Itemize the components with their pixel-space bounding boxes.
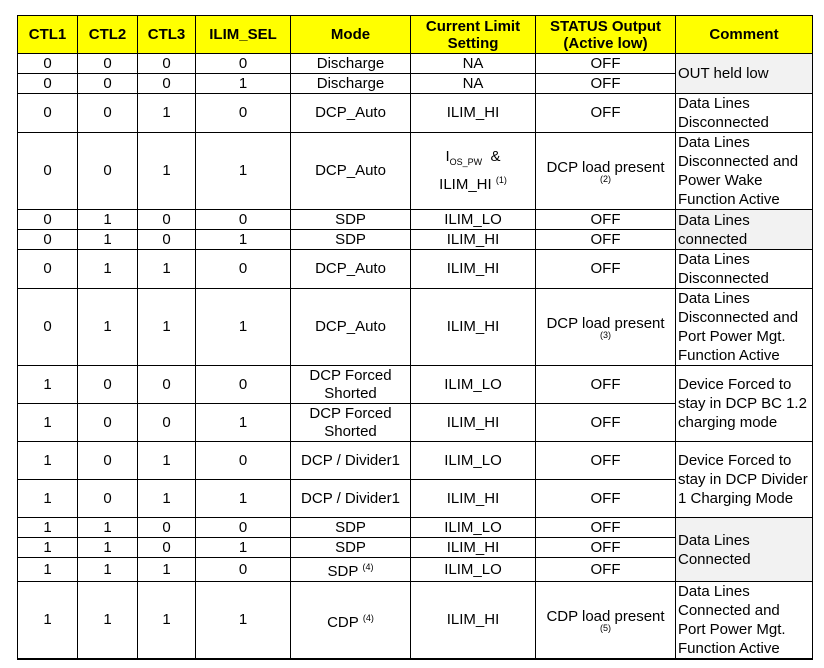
table-row (18, 366, 813, 404)
cell-comment: Data Lines Disconnected (676, 250, 813, 289)
cell-ctl3: 1 (138, 582, 196, 660)
cell-status: OFF (536, 250, 676, 289)
cell-comment: Data Lines Disconnected (676, 94, 813, 133)
cell-mode: SDP (291, 210, 411, 230)
cell-ctl1: 1 (18, 518, 78, 538)
cell-ctl2: 0 (78, 94, 138, 133)
cell-mode: SDP (291, 230, 411, 250)
cell-current-limit: ILIM_LO (411, 558, 536, 582)
cell-ctl3: 1 (138, 94, 196, 133)
cell-ctl3: 0 (138, 518, 196, 538)
limit-line2: ILIM_HI (439, 176, 492, 193)
cell-ctl2: 1 (78, 582, 138, 660)
cell-ctl2: 0 (78, 74, 138, 94)
cell-ctl1: 0 (18, 289, 78, 366)
cell-ctl1: 0 (18, 54, 78, 74)
table-row (18, 289, 813, 366)
cell-status: OFF (536, 230, 676, 250)
mode-note: (4) (362, 612, 374, 623)
status-note: (2) (600, 173, 611, 184)
cell-ctl3: 0 (138, 538, 196, 558)
cell-mode: DCP / Divider1 (291, 480, 411, 518)
cell-status: OFF (536, 54, 676, 74)
cell-mode: DCP Forced Shorted (291, 366, 411, 404)
cell-ctl2: 0 (78, 54, 138, 74)
cell-ctl1: 1 (18, 404, 78, 442)
cell-ctl2: 1 (78, 558, 138, 582)
cell-ilim-sel: 0 (196, 558, 291, 582)
cell-ilim-sel: 1 (196, 230, 291, 250)
cell-comment: Data Lines Connected and Port Power Mgt. Function Active (676, 582, 813, 660)
cell-ctl2: 0 (78, 442, 138, 480)
cell-ctl2: 1 (78, 289, 138, 366)
cell-ilim-sel: 1 (196, 404, 291, 442)
cell-mode: DCP Forced Shorted (291, 404, 411, 442)
cell-status: OFF (536, 74, 676, 94)
cell-mode (291, 582, 411, 660)
cell-current-limit: ILIM_LO (411, 442, 536, 480)
cell-ctl2: 0 (78, 404, 138, 442)
table-row (18, 210, 813, 230)
cell-comment: Device Forced to stay in DCP BC 1.2 charging mode (676, 366, 813, 442)
cell-ctl3: 1 (138, 289, 196, 366)
cell-ctl1: 1 (18, 558, 78, 582)
cell-current-limit: ILIM_HI (411, 480, 536, 518)
cell-current-limit: ILIM_HI (411, 289, 536, 366)
header-comment: Comment (676, 16, 813, 54)
header-row (18, 16, 813, 54)
cell-ctl3: 0 (138, 404, 196, 442)
cell-ctl2: 0 (78, 133, 138, 210)
table-row (18, 442, 813, 480)
cell-comment: Data Lines Connected (676, 518, 813, 582)
cell-mode: SDP (291, 538, 411, 558)
cell-status: OFF (536, 538, 676, 558)
cell-ctl1: 1 (18, 538, 78, 558)
cell-ctl1: 0 (18, 230, 78, 250)
cell-ctl1: 0 (18, 210, 78, 230)
cell-mode: Discharge (291, 54, 411, 74)
status-text: CDP load present (546, 607, 665, 625)
cell-status: OFF (536, 480, 676, 518)
limit-ampersand: & (490, 148, 501, 165)
cell-ctl3: 1 (138, 480, 196, 518)
table-row (18, 133, 813, 210)
cell-ilim-sel: 1 (196, 74, 291, 94)
header-ctl2: CTL2 (78, 16, 138, 54)
header-ilim-sel: ILIM_SEL (196, 16, 291, 54)
control-truth-table (17, 15, 813, 660)
cell-ilim-sel: 0 (196, 54, 291, 74)
cell-ctl2: 1 (78, 538, 138, 558)
cell-ilim-sel: 0 (196, 250, 291, 289)
header-current-limit: Current Limit Setting (411, 16, 536, 54)
cell-status (536, 582, 676, 660)
cell-current-limit: NA (411, 74, 536, 94)
cell-comment: Data Lines connected (676, 210, 813, 250)
limit-note: (1) (495, 175, 507, 185)
cell-ilim-sel: 0 (196, 442, 291, 480)
cell-ctl1: 0 (18, 133, 78, 210)
cell-status: OFF (536, 558, 676, 582)
cell-current-limit: ILIM_LO (411, 210, 536, 230)
cell-status: OFF (536, 404, 676, 442)
cell-ctl3: 0 (138, 210, 196, 230)
cell-mode: Discharge (291, 74, 411, 94)
cell-status: OFF (536, 442, 676, 480)
status-text: DCP load present (546, 158, 665, 176)
cell-current-limit: ILIM_HI (411, 582, 536, 660)
cell-comment: Data Lines Disconnected and Power Wake Function Active (676, 133, 813, 210)
cell-ctl3: 1 (138, 250, 196, 289)
cell-ilim-sel: 1 (196, 480, 291, 518)
cell-ctl3: 1 (138, 133, 196, 210)
cell-ctl1: 0 (18, 74, 78, 94)
cell-current-limit: ILIM_HI (411, 94, 536, 133)
header-mode: Mode (291, 16, 411, 54)
cell-ctl3: 0 (138, 74, 196, 94)
cell-ctl2: 1 (78, 210, 138, 230)
cell-ctl1: 0 (18, 250, 78, 289)
cell-ctl2: 0 (78, 366, 138, 404)
cell-status (536, 289, 676, 366)
cell-comment: Data Lines Disconnected and Port Power Mgt. Function Active (676, 289, 813, 366)
cell-status: OFF (536, 210, 676, 230)
table-row (18, 518, 813, 538)
mode-note: (4) (362, 562, 374, 572)
mode-text: CDP (327, 613, 359, 631)
cell-ctl1: 0 (18, 94, 78, 133)
table-row (18, 94, 813, 133)
cell-ctl1: 1 (18, 366, 78, 404)
cell-ctl3: 1 (138, 442, 196, 480)
cell-mode (291, 558, 411, 582)
cell-current-limit: NA (411, 54, 536, 74)
cell-ctl1: 1 (18, 480, 78, 518)
cell-status (536, 133, 676, 210)
cell-ilim-sel: 0 (196, 518, 291, 538)
cell-ilim-sel: 1 (196, 582, 291, 660)
cell-status: OFF (536, 518, 676, 538)
cell-ilim-sel: 1 (196, 538, 291, 558)
header-ctl1: CTL1 (18, 16, 78, 54)
cell-ctl3: 0 (138, 54, 196, 74)
cell-comment: OUT held low (676, 54, 813, 94)
cell-current-limit: ILIM_LO (411, 518, 536, 538)
cell-comment: Device Forced to stay in DCP Divider 1 Charging Mode (676, 442, 813, 518)
cell-current-limit (411, 133, 536, 210)
cell-current-limit: ILIM_HI (411, 538, 536, 558)
cell-ctl2: 1 (78, 250, 138, 289)
mode-text: SDP (327, 563, 359, 580)
cell-ilim-sel: 0 (196, 94, 291, 133)
cell-status: OFF (536, 94, 676, 133)
cell-ctl2: 1 (78, 518, 138, 538)
status-note: (3) (600, 329, 611, 340)
limit-symbol: I (445, 148, 450, 165)
limit-subscript: OS_PW (449, 157, 483, 167)
cell-mode: DCP / Divider1 (291, 442, 411, 480)
cell-ctl3: 1 (138, 558, 196, 582)
status-text: DCP load present (546, 314, 665, 332)
cell-ctl1: 1 (18, 442, 78, 480)
cell-current-limit: ILIM_HI (411, 250, 536, 289)
header-status: STATUS Output (Active low) (536, 16, 676, 54)
cell-current-limit: ILIM_LO (411, 366, 536, 404)
cell-ctl3: 0 (138, 366, 196, 404)
cell-current-limit: ILIM_HI (411, 404, 536, 442)
cell-ctl1: 1 (18, 582, 78, 660)
cell-ctl3: 0 (138, 230, 196, 250)
cell-mode: SDP (291, 518, 411, 538)
header-ctl3: CTL3 (138, 16, 196, 54)
cell-ilim-sel: 0 (196, 366, 291, 404)
cell-mode: DCP_Auto (291, 94, 411, 133)
table-row (18, 582, 813, 660)
status-note: (5) (600, 622, 611, 633)
table-row (18, 54, 813, 74)
cell-ilim-sel: 0 (196, 210, 291, 230)
cell-status: OFF (536, 366, 676, 404)
cell-ctl2: 0 (78, 480, 138, 518)
table-row (18, 250, 813, 289)
cell-current-limit: ILIM_HI (411, 230, 536, 250)
cell-mode: DCP_Auto (291, 250, 411, 289)
cell-ilim-sel: 1 (196, 133, 291, 210)
cell-ctl2: 1 (78, 230, 138, 250)
cell-mode: DCP_Auto (291, 289, 411, 366)
cell-ilim-sel: 1 (196, 289, 291, 366)
cell-mode: DCP_Auto (291, 133, 411, 210)
